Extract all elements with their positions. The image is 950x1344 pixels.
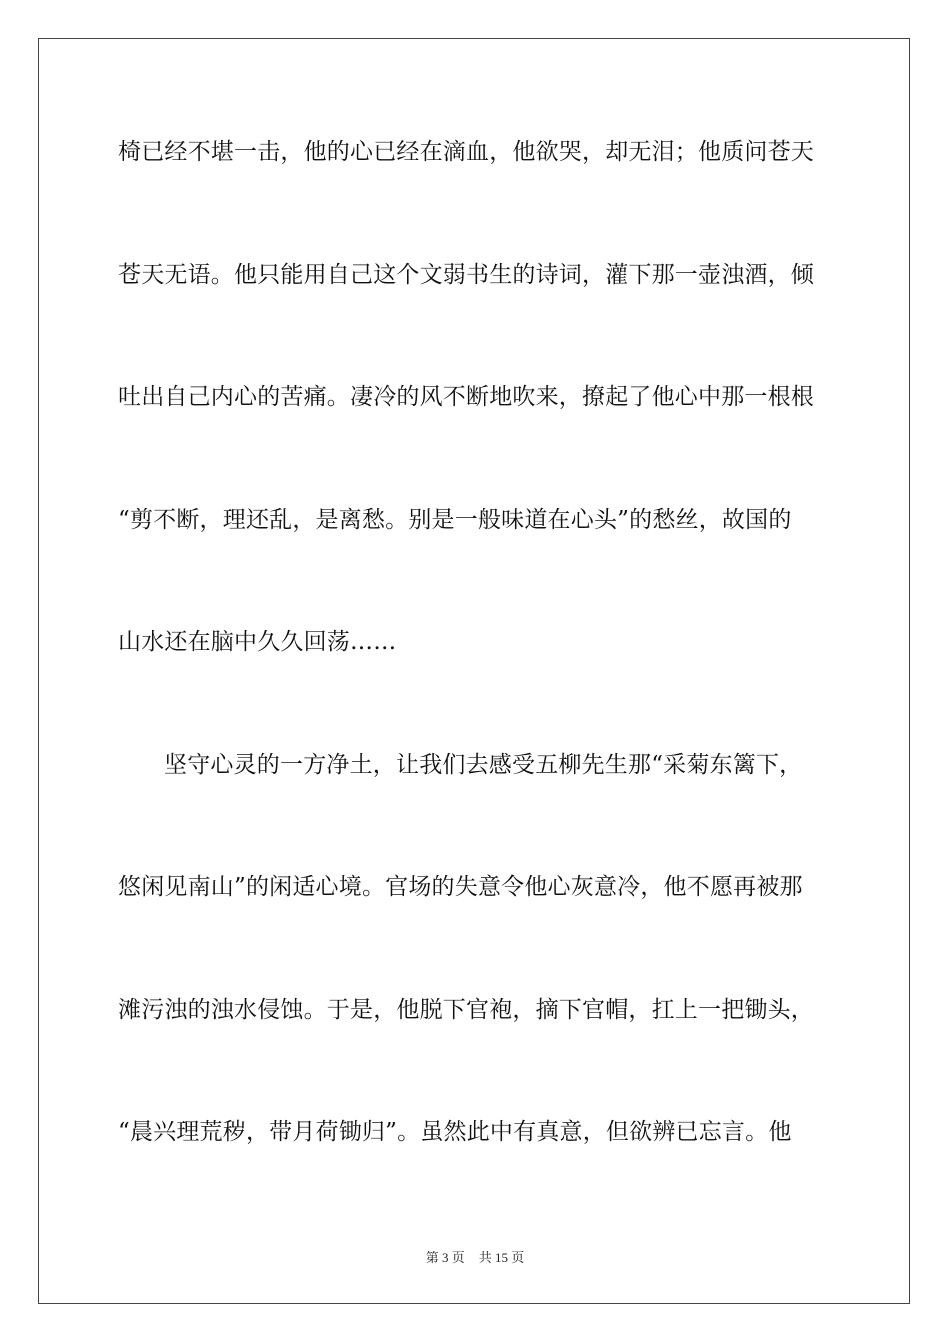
text-line: 滩污浊的浊水侵蚀。于是，他脱下官袍，摘下官帽，扛上一把锄头，: [118, 996, 814, 1023]
text-line: “晨兴理荒秽，带月荷锄归”。虽然此中有真意，但欲辨已忘言。他: [118, 1119, 792, 1145]
text-line: 椅已经不堪一击，他的心已经在滴血，他欲哭，却无泪；他质问苍天: [118, 139, 814, 165]
page-footer: [0, 1247, 950, 1266]
text-line: 山水还在脑中久久回荡……: [118, 629, 397, 655]
text-line: “剪不断，理还乱，是离愁。别是一般味道在心头”的愁丝，故国的: [118, 506, 792, 533]
text-line: 吐出自己内心的苦痛。凄冷的风不断地吹来，撩起了他心中那一根根: [118, 384, 814, 410]
page-total: 共 15 页: [478, 1250, 525, 1265]
text-line: 坚守心灵的一方净土，让我们去感受五柳先生那“采菊东篱下，: [164, 751, 803, 778]
text-line: 苍天无语。他只能用自己这个文弱书生的诗词，灌下那一壶浊酒，倾: [118, 261, 814, 288]
document-body: [118, 122, 834, 1225]
page-number: 第 3 页: [425, 1250, 465, 1265]
text-line: 悠闲见南山”的闲适心境。官场的失意令他心灰意冷，他不愿再被那: [118, 874, 803, 900]
